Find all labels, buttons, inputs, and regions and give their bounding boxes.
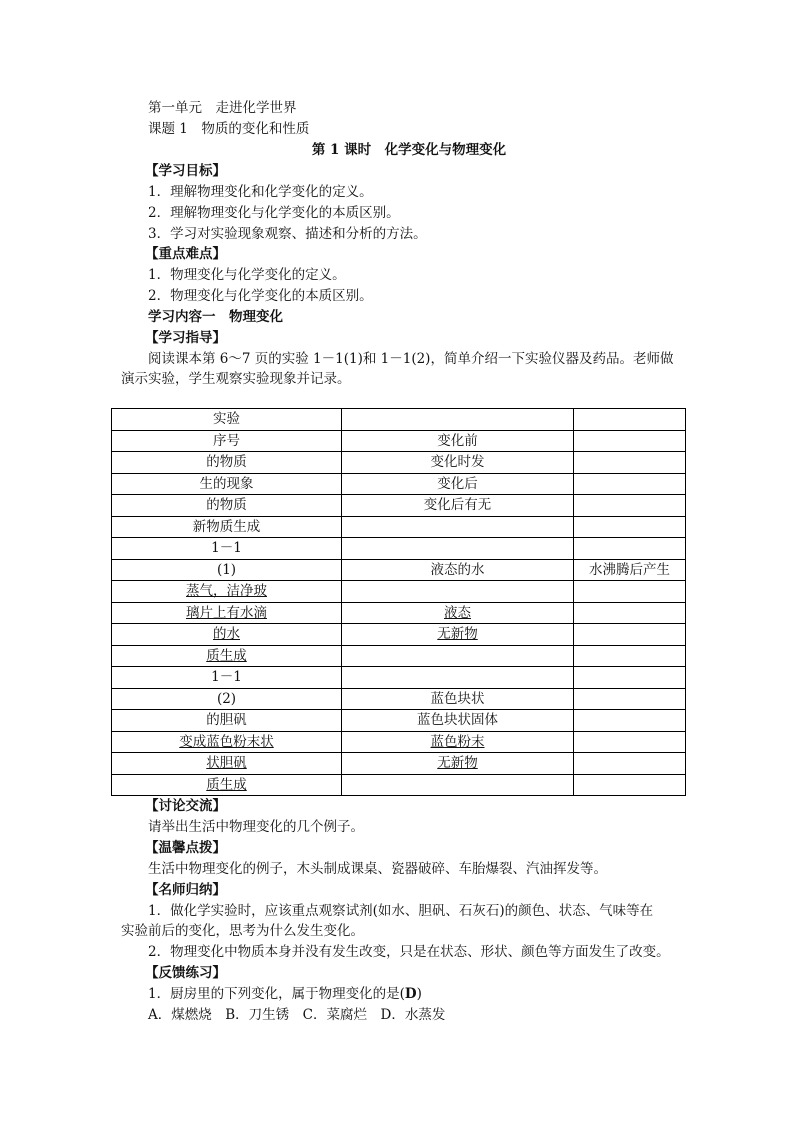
lesson-title: 第 1 课时 化学变化与物理变化 (311, 142, 507, 158)
table-cell: 璃片上有水滴 (112, 602, 342, 624)
table-cell (574, 753, 686, 775)
goal-item: 3．学习对实验现象观察、描述和分析的方法。 (148, 226, 427, 242)
table-cell: 的水 (112, 624, 342, 646)
tips-text: 生活中物理变化的例子，木头制成课桌、瓷器破碎、车胎爆裂、汽油挥发等。 (148, 861, 607, 877)
table-row (112, 538, 686, 560)
content-one-heading: 学习内容一 物理变化 (148, 309, 283, 325)
table-cell (574, 430, 686, 452)
question-close: ) (416, 986, 422, 1002)
table-cell: 蓝色块状固体 (342, 710, 574, 732)
experiment-table (111, 408, 686, 796)
table-cell (574, 645, 686, 667)
table-row (112, 688, 686, 710)
table-cell (342, 538, 574, 560)
table-cell (574, 667, 686, 689)
table-cell (342, 774, 574, 796)
table-cell: 变化时发 (342, 452, 574, 474)
table-row (112, 473, 686, 495)
question-answer: D (404, 986, 417, 1002)
table-cell (574, 516, 686, 538)
table-cell: 新物质生成 (112, 516, 342, 538)
table-cell: 生的现象 (112, 473, 342, 495)
goals-heading: 【学习目标】 (145, 163, 226, 179)
table-cell: 序号 (112, 430, 342, 452)
table-cell: 1－1 (112, 538, 342, 560)
table-row (112, 430, 686, 452)
table-row (112, 774, 686, 796)
table-cell: 变成蓝色粉末状 (112, 731, 342, 753)
table-cell: 的物质 (112, 495, 342, 517)
table-cell: 变化后有无 (342, 495, 574, 517)
discussion-text: 请举出生活中物理变化的几个例子。 (148, 819, 364, 835)
discussion-heading: 【讨论交流】 (145, 798, 226, 814)
table-cell (342, 516, 574, 538)
table-cell (342, 581, 574, 603)
table-row (112, 753, 686, 775)
table-cell (574, 452, 686, 474)
table-cell: 无新物 (342, 624, 574, 646)
table-row (112, 731, 686, 753)
summary-item2: 2．物理变化中物质本身并没有发生改变，只是在状态、形状、颜色等方面发生了改变。 (148, 944, 670, 960)
table-cell: 无新物 (342, 753, 574, 775)
table-row (112, 452, 686, 474)
question-text: 1．厨房里的下列变化，属于物理变化的是( (148, 986, 405, 1002)
topic-title: 课题 1 物质的变化和性质 (148, 121, 310, 137)
table-row (112, 602, 686, 624)
table-cell (574, 731, 686, 753)
table-cell: 液态的水 (342, 559, 574, 581)
tips-heading: 【温馨点拨】 (145, 840, 226, 856)
table-cell (574, 774, 686, 796)
table-cell (574, 581, 686, 603)
table-cell (574, 710, 686, 732)
table-cell: 蓝色粉末 (342, 731, 574, 753)
table-cell (342, 409, 574, 431)
table-cell (342, 645, 574, 667)
table-row (112, 409, 686, 431)
table-cell (574, 602, 686, 624)
table-cell: 液态 (342, 602, 574, 624)
keypoint-item: 2．物理变化与化学变化的本质区别。 (148, 288, 373, 304)
table-row (112, 710, 686, 732)
table-cell: 质生成 (112, 645, 342, 667)
table-row (112, 559, 686, 581)
table-cell: 质生成 (112, 774, 342, 796)
table-cell: 的物质 (112, 452, 342, 474)
table-cell (574, 624, 686, 646)
table-cell: 蒸气，洁净玻 (112, 581, 342, 603)
table-cell (574, 538, 686, 560)
table-cell (574, 688, 686, 710)
summary-item1-line2: 实验前后的变化，思考为什么发生变化。 (121, 923, 364, 939)
table-row (112, 581, 686, 603)
table-cell: 蓝色块状 (342, 688, 574, 710)
keypoint-item: 1．物理变化与化学变化的定义。 (148, 267, 346, 283)
table-row (112, 516, 686, 538)
table-cell: 变化后 (342, 473, 574, 495)
table-cell: (1) (112, 559, 342, 581)
table-cell (574, 495, 686, 517)
table-cell: 的胆矾 (112, 710, 342, 732)
table-row (112, 495, 686, 517)
goal-item: 2．理解物理变化与化学变化的本质区别。 (148, 205, 400, 221)
summary-item1-line1: 1．做化学实验时，应该重点观察试剂(如水、胆矾、石灰石)的颜色、状态、气味等在 (148, 903, 654, 919)
guide-heading: 【学习指导】 (145, 330, 226, 346)
unit-title: 第一单元 走进化学世界 (148, 100, 297, 116)
practice-question-1 (148, 985, 422, 1003)
table-row (112, 645, 686, 667)
practice-heading: 【反馈练习】 (145, 965, 226, 981)
table-cell (574, 473, 686, 495)
table-cell: 1－1 (112, 667, 342, 689)
table-row (112, 667, 686, 689)
table-cell: 水沸腾后产生 (574, 559, 686, 581)
table-cell (342, 667, 574, 689)
guide-text-line2: 演示实验，学生观察实验现象并记录。 (121, 371, 351, 387)
table-row (112, 624, 686, 646)
table-cell: 变化前 (342, 430, 574, 452)
summary-heading: 【名师归纳】 (145, 882, 226, 898)
goal-item: 1．理解物理变化和化学变化的定义。 (148, 184, 373, 200)
practice-options: A．煤燃烧 B．刀生锈 C．菜腐烂 D．水蒸发 (148, 1007, 446, 1023)
keypoints-heading: 【重点难点】 (145, 246, 226, 262)
table-cell: 状胆矾 (112, 753, 342, 775)
table-cell (574, 409, 686, 431)
guide-text-line1: 阅读课本第 6～7 页的实验 1－1(1)和 1－1(2)，简单介绍一下实验仪器及药品。老师做 (148, 351, 674, 367)
table-cell: 实验 (112, 409, 342, 431)
table-cell: (2) (112, 688, 342, 710)
